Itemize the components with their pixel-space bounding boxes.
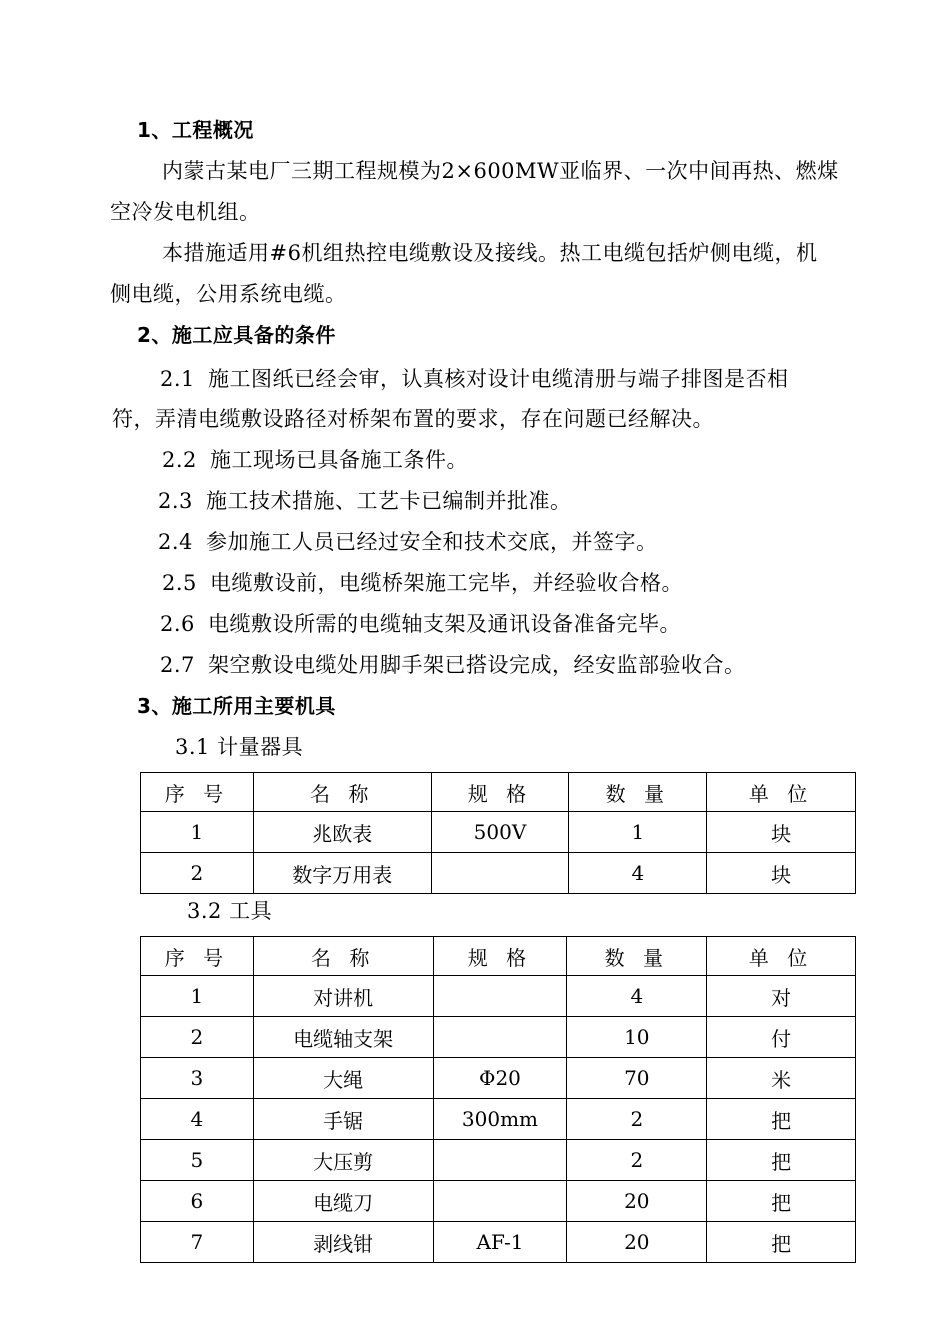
subsection-3-2-label: 3.2 工具 — [187, 899, 273, 923]
cell-quantity: 1 — [569, 812, 707, 853]
table-header-row — [141, 773, 856, 812]
condition-text: 架空敷设电缆处用脚手架已搭设完成，经安监部验收合。 — [208, 653, 746, 677]
condition-item-2-6 — [160, 610, 681, 638]
cell-index: 3 — [141, 1058, 254, 1099]
cell-name: 手锯 — [253, 1099, 433, 1140]
cell-unit: 把 — [707, 1140, 856, 1181]
cell-unit: 把 — [707, 1099, 856, 1140]
cell-unit: 把 — [707, 1181, 856, 1222]
cell-spec: 300mm — [433, 1099, 567, 1140]
condition-number: 2.6 — [160, 612, 195, 636]
cell-spec — [433, 1140, 567, 1181]
cell-index: 6 — [141, 1181, 254, 1222]
condition-item-2-3 — [158, 487, 572, 515]
header-index: 序 号 — [141, 773, 254, 812]
cell-spec: AF-1 — [433, 1222, 567, 1263]
cell-quantity: 10 — [567, 1017, 707, 1058]
tools-table — [140, 936, 856, 1263]
cell-quantity: 20 — [567, 1181, 707, 1222]
cell-quantity: 70 — [567, 1058, 707, 1099]
cell-name: 数字万用表 — [253, 853, 431, 894]
condition-item-2-1 — [160, 365, 789, 393]
cell-index: 4 — [141, 1099, 254, 1140]
cell-index: 1 — [141, 976, 254, 1017]
cell-quantity: 4 — [569, 853, 707, 894]
condition-text: 电缆敷设所需的电缆轴支架及通讯设备准备完毕。 — [208, 612, 681, 636]
table-row — [141, 976, 856, 1017]
table-row — [141, 1140, 856, 1181]
section-1-paragraph-2-line-1: 本措施适用#6机组热控电缆敷设及接线。热工电缆包括炉侧电缆，机 — [162, 241, 818, 265]
condition-number: 2.3 — [158, 489, 193, 513]
condition-number: 2.2 — [162, 448, 197, 472]
cell-quantity: 4 — [567, 976, 707, 1017]
section-1-paragraph-1-line-2: 空冷发电机组。 — [110, 200, 261, 224]
table-row — [141, 853, 856, 894]
section-1-heading: 1、工程概况 — [137, 118, 254, 142]
header-unit: 单 位 — [707, 937, 856, 976]
section-1-paragraph-2-line-2: 侧电缆，公用系统电缆。 — [110, 282, 347, 306]
cell-unit: 把 — [707, 1222, 856, 1263]
cell-spec: Φ20 — [433, 1058, 567, 1099]
cell-unit: 块 — [707, 853, 856, 894]
table-header-row — [141, 937, 856, 976]
table-row — [141, 1222, 856, 1263]
condition-text: 参加施工人员已经过安全和技术交底，并签字。 — [206, 530, 658, 554]
condition-text: 施工图纸已经会审，认真核对设计电缆清册与端子排图是否相 — [208, 367, 789, 391]
condition-item-2-5 — [162, 569, 683, 597]
section-3-heading: 3、施工所用主要机具 — [137, 694, 336, 718]
cell-name: 大压剪 — [253, 1140, 433, 1181]
cell-name: 兆欧表 — [253, 812, 431, 853]
condition-number: 2.4 — [158, 530, 193, 554]
cell-name: 剥线钳 — [253, 1222, 433, 1263]
condition-item-2-2 — [162, 446, 468, 474]
condition-item-2-7 — [160, 651, 746, 679]
table-row — [141, 1058, 856, 1099]
cell-quantity: 2 — [567, 1099, 707, 1140]
cell-spec — [431, 853, 569, 894]
cell-spec — [433, 976, 567, 1017]
cell-name: 对讲机 — [253, 976, 433, 1017]
header-quantity: 数 量 — [569, 773, 707, 812]
header-spec: 规 格 — [431, 773, 569, 812]
cell-index: 2 — [141, 853, 254, 894]
condition-number: 2.1 — [160, 367, 195, 391]
header-index: 序 号 — [141, 937, 254, 976]
table-row — [141, 1181, 856, 1222]
cell-name: 电缆轴支架 — [253, 1017, 433, 1058]
table-row — [141, 1017, 856, 1058]
section-2-heading: 2、施工应具备的条件 — [137, 323, 336, 347]
header-quantity: 数 量 — [567, 937, 707, 976]
cell-index: 7 — [141, 1222, 254, 1263]
condition-text: 施工技术措施、工艺卡已编制并批准。 — [206, 489, 572, 513]
cell-index: 2 — [141, 1017, 254, 1058]
condition-item-2-1-continued: 符，弄清电缆敷设路径对桥架布置的要求，存在问题已经解决。 — [112, 407, 714, 431]
header-spec: 规 格 — [433, 937, 567, 976]
header-name: 名 称 — [253, 937, 433, 976]
cell-unit: 块 — [707, 812, 856, 853]
cell-spec — [433, 1017, 567, 1058]
cell-quantity: 20 — [567, 1222, 707, 1263]
cell-spec — [433, 1181, 567, 1222]
cell-index: 5 — [141, 1140, 254, 1181]
condition-item-2-4 — [158, 528, 658, 556]
cell-name: 电缆刀 — [253, 1181, 433, 1222]
cell-spec: 500V — [431, 812, 569, 853]
section-1-paragraph-1-line-1: 内蒙古某电厂三期工程规模为2×600MW亚临界、一次中间再热、燃煤 — [162, 159, 839, 183]
table-row — [141, 1099, 856, 1140]
condition-number: 2.5 — [162, 571, 197, 595]
header-unit: 单 位 — [707, 773, 856, 812]
subsection-3-1-label: 3.1 计量器具 — [175, 735, 304, 759]
measuring-instruments-table — [140, 772, 856, 894]
condition-number: 2.7 — [160, 653, 195, 677]
table-row — [141, 812, 856, 853]
condition-text: 电缆敷设前，电缆桥架施工完毕，并经验收合格。 — [210, 571, 683, 595]
cell-unit: 对 — [707, 976, 856, 1017]
cell-quantity: 2 — [567, 1140, 707, 1181]
cell-unit: 米 — [707, 1058, 856, 1099]
header-name: 名 称 — [253, 773, 431, 812]
cell-name: 大绳 — [253, 1058, 433, 1099]
cell-unit: 付 — [707, 1017, 856, 1058]
cell-index: 1 — [141, 812, 254, 853]
condition-text: 施工现场已具备施工条件。 — [210, 448, 468, 472]
